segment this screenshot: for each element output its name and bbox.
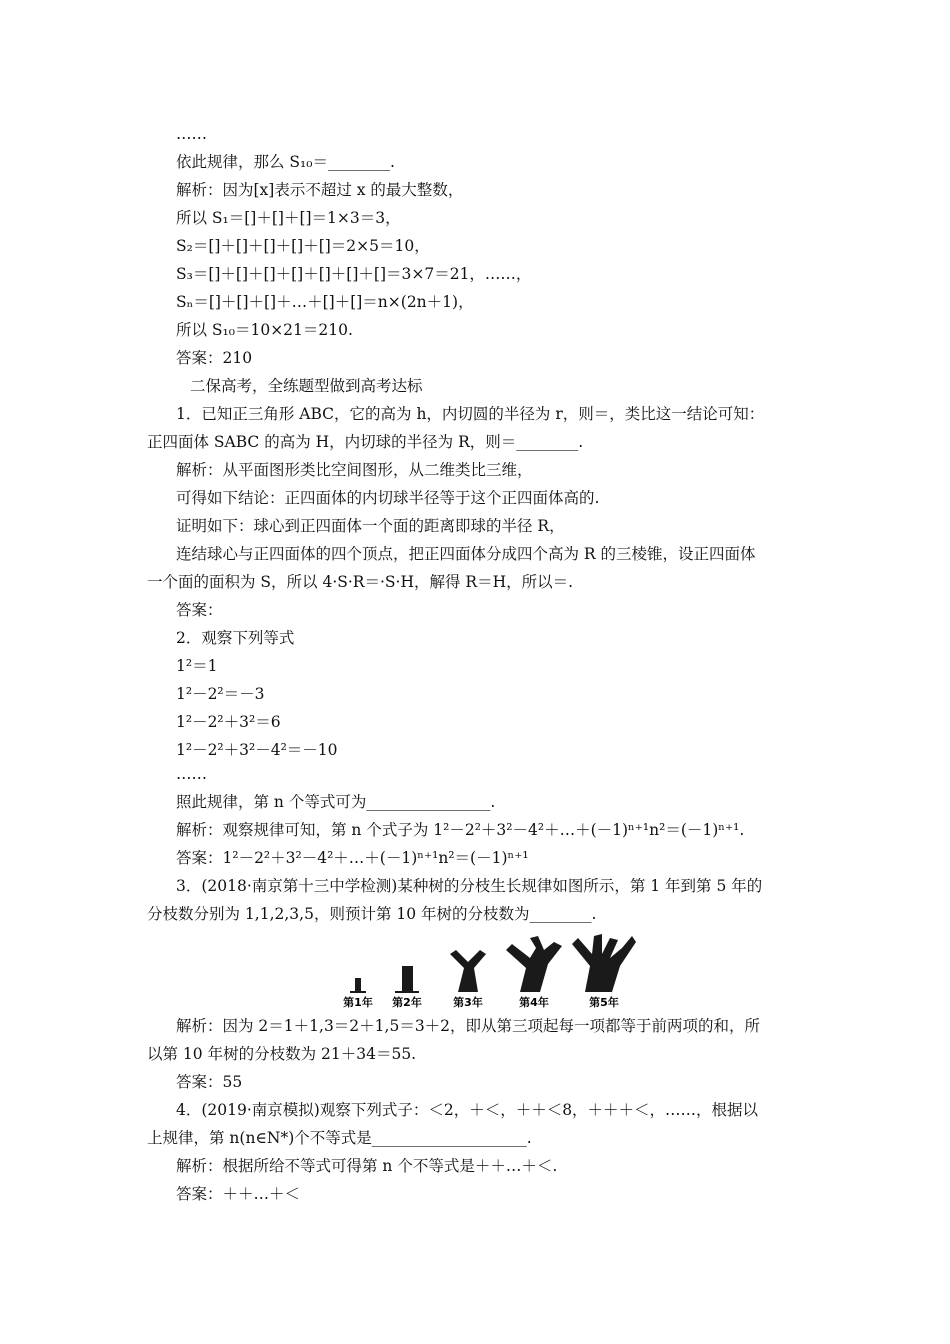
problem-2-line: 2．观察下列等式 <box>176 629 295 647</box>
problem-1-analysis: 可得如下结论：正四面体的内切球半径等于这个正四面体高的. <box>176 489 600 507</box>
problem-4-answer: 答案：＋＋…＋＜ <box>176 1185 301 1203</box>
problem-1-analysis: 证明如下：球心到正四面体一个面的距离即球的半径 R， <box>176 517 565 535</box>
problem-4-analysis: 解析：根据所给不等式可得第 n 个不等式是＋＋…＋＜. <box>176 1157 558 1175</box>
problem-3-line: 3．(2018·南京第十三中学检测)某种树的分枝生长规律如图所示，第 1 年到第 5 年的 <box>176 877 763 895</box>
problem-1-analysis: 连结球心与正四面体的四个顶点，把正四面体分成四个高为 R 的三棱锥，设正四面体 <box>176 545 756 563</box>
analysis-line: S₂＝[]＋[]＋[]＋[]＋[]＝2×5＝10， <box>176 237 430 255</box>
figure-caption: 第2年 <box>392 996 422 1008</box>
analysis-line: S₃＝[]＋[]＋[]＋[]＋[]＋[]＋[]＝3×7＝21，……， <box>176 265 532 283</box>
problem-2-answer: 答案：1²－2²＋3²－4²＋…＋(－1)ⁿ⁺¹n²＝(－1)ⁿ⁺¹ <box>176 849 529 867</box>
figure-caption: 第3年 <box>453 996 483 1008</box>
problem-1-analysis: 一个面的面积为 S，所以 4·S·R＝·S·H，解得 R＝H，所以＝. <box>147 573 574 591</box>
problem-4-line: 上规律，第 n(n∈N*)个不等式是____________________. <box>147 1129 532 1147</box>
ellipsis-line: …… <box>176 765 207 783</box>
analysis-line: 解析：因为[x]表示不超过 x 的最大整数， <box>176 181 464 199</box>
answer-line: 答案：210 <box>176 349 253 367</box>
analysis-line: Sₙ＝[]＋[]＋[]＋…＋[]＋[]＝n×(2n＋1)， <box>176 293 474 311</box>
problem-1-line: 1．已知正三角形 ABC，它的高为 h，内切圆的半径为 r，则＝，类比这一结论可知： <box>176 405 765 423</box>
problem-3-analysis: 解析：因为 2＝1＋1,3＝2＋1,5＝3＋2，即从第三项起每一项都等于前两项的和，所 <box>176 1017 761 1035</box>
analysis-line: 所以 S₁＝[]＋[]＋[]＝1×3＝3， <box>176 209 401 227</box>
equation-line: 1²－2²＋3²－4²＝－10 <box>176 741 338 759</box>
equation-line: 1²－2²＝－3 <box>176 685 265 703</box>
problem-4-line: 4．(2019·南京模拟)观察下列式子：＜2，＋＜，＋＋＜8，＋＋＋＜，……，根据以 <box>176 1101 759 1119</box>
tree-year-4 <box>506 936 562 992</box>
equation-line: 1²－2²＋3²＝6 <box>176 713 281 731</box>
figure-caption: 第4年 <box>519 996 549 1008</box>
tree-year-1 <box>350 978 366 993</box>
problem-3-answer: 答案：55 <box>176 1073 243 1091</box>
tree-year-2 <box>395 966 419 993</box>
problem-2-analysis: 解析：观察规律可知，第 n 个式子为 1²－2²＋3²－4²＋…＋(－1)ⁿ⁺¹n²＝(－1)ⁿ⁺¹. <box>176 821 745 839</box>
tree-growth-figure <box>340 928 640 1008</box>
section-heading: 二保高考，全练题型做到高考达标 <box>190 377 423 395</box>
ellipsis-line: …… <box>176 125 207 143</box>
equation-line: 1²＝1 <box>176 657 218 675</box>
problem-1-line: 正四面体 SABC 的高为 H，内切球的半径为 R，则＝________. <box>147 433 584 451</box>
problem-1-analysis: 解析：从平面图形类比空间图形，从二维类比三维， <box>176 461 533 479</box>
problem-2-line: 照此规律，第 n 个等式可为________________. <box>176 793 496 811</box>
figure-caption: 第5年 <box>589 996 619 1008</box>
tree-year-5 <box>572 934 636 992</box>
problem-3-line: 分枝数分别为 1,1,2,3,5，则预计第 10 年树的分枝数为________. <box>147 905 597 923</box>
analysis-line: 所以 S₁₀＝10×21＝210. <box>176 321 353 339</box>
tree-year-3 <box>450 950 486 992</box>
problem-3-analysis: 以第 10 年树的分枝数为 21＋34＝55. <box>147 1045 417 1063</box>
question-s10: 依此规律，那么 S₁₀＝________. <box>176 153 395 171</box>
figure-caption: 第1年 <box>343 996 373 1008</box>
problem-1-answer: 答案： <box>176 601 223 619</box>
